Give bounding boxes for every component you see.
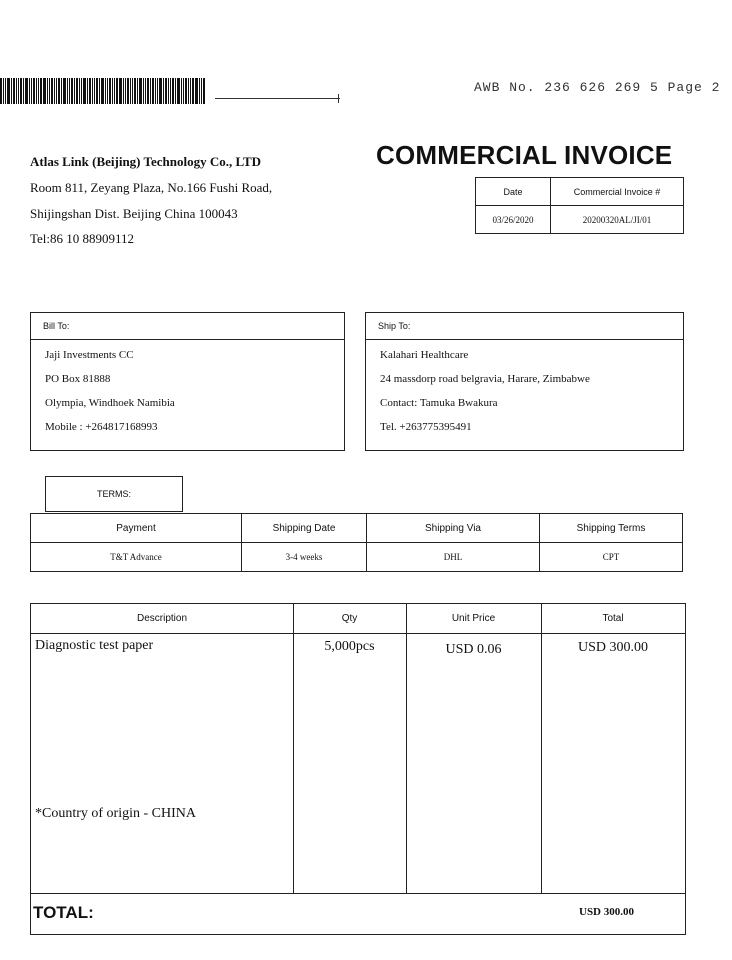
terms-table: [30, 513, 683, 572]
bill-to-box: [30, 312, 345, 451]
terms-shipping-terms: CPT: [540, 543, 683, 572]
item-unit-price: USD 0.06: [445, 642, 502, 657]
terms-payment: T&T Advance: [31, 543, 242, 572]
seller-tel: Tel:86 10 88909112: [30, 231, 135, 246]
item-description: Diagnostic test paper: [35, 638, 154, 653]
ship-to-line: Tel. +263775395491: [380, 421, 472, 433]
terms-shipping-date: 3-4 weeks: [242, 543, 367, 572]
ship-to-line: Kalahari Healthcare: [380, 349, 469, 361]
terms-header-shipping-terms: Shipping Terms: [540, 514, 683, 543]
barcode: [0, 78, 210, 104]
items-header-description: Description: [136, 613, 188, 624]
total-divider: [31, 893, 685, 894]
items-header-total: Total: [602, 613, 624, 624]
terms-header-shipping-date: Shipping Date: [242, 514, 367, 543]
ship-to-label: Ship To:: [366, 313, 683, 340]
invoice-date: 03/26/2020: [476, 206, 551, 234]
bill-to-label: Bill To:: [31, 313, 344, 340]
total-value: USD 300.00: [579, 906, 635, 918]
barcode-underline: [215, 98, 340, 99]
document-title: COMMERCIAL INVOICE: [376, 140, 673, 170]
terms-shipping-via: DHL: [367, 543, 540, 572]
bill-to-line: Mobile : +264817168993: [45, 421, 158, 433]
item-total: USD 300.00: [577, 640, 648, 655]
terms-label: TERMS:: [45, 476, 183, 512]
total-label: TOTAL:: [33, 903, 94, 922]
bill-to-line: Jaji Investments CC: [45, 349, 134, 361]
seller-name: Atlas Link (Beijing) Technology Co., LTD: [30, 154, 262, 169]
ship-to-line: 24 massdorp road belgravia, Harare, Zimbabwe: [380, 373, 590, 385]
terms-header-payment: Payment: [31, 514, 242, 543]
barcode-underline-tick: [338, 94, 339, 103]
invoice-meta-table: [475, 177, 684, 234]
seller-address-line2: Shijingshan Dist. Beijing China 100043: [30, 206, 238, 221]
invoice-number-label: Commercial Invoice #: [551, 178, 684, 206]
item-qty: 5,000pcs: [324, 639, 375, 654]
invoice-number: 20200320AL/JI/01: [551, 206, 684, 234]
ship-to-line: Contact: Tamuka Bwakura: [380, 397, 498, 409]
items-header-unit-price: Unit Price: [451, 613, 496, 624]
terms-header-shipping-via: Shipping Via: [367, 514, 540, 543]
awb-number: AWB No. 236 626 269 5 Page 2: [474, 80, 721, 95]
items-table: [30, 603, 686, 935]
bill-to-line: PO Box 81888: [45, 373, 111, 385]
seller-address-line1: Room 811, Zeyang Plaza, No.166 Fushi Road,: [30, 180, 273, 195]
date-label: Date: [476, 178, 551, 206]
origin-note: *Country of origin - CHINA: [35, 806, 196, 821]
bill-to-line: Olympia, Windhoek Namibia: [45, 397, 175, 409]
ship-to-box: [365, 312, 684, 451]
items-header-qty: Qty: [341, 613, 358, 624]
